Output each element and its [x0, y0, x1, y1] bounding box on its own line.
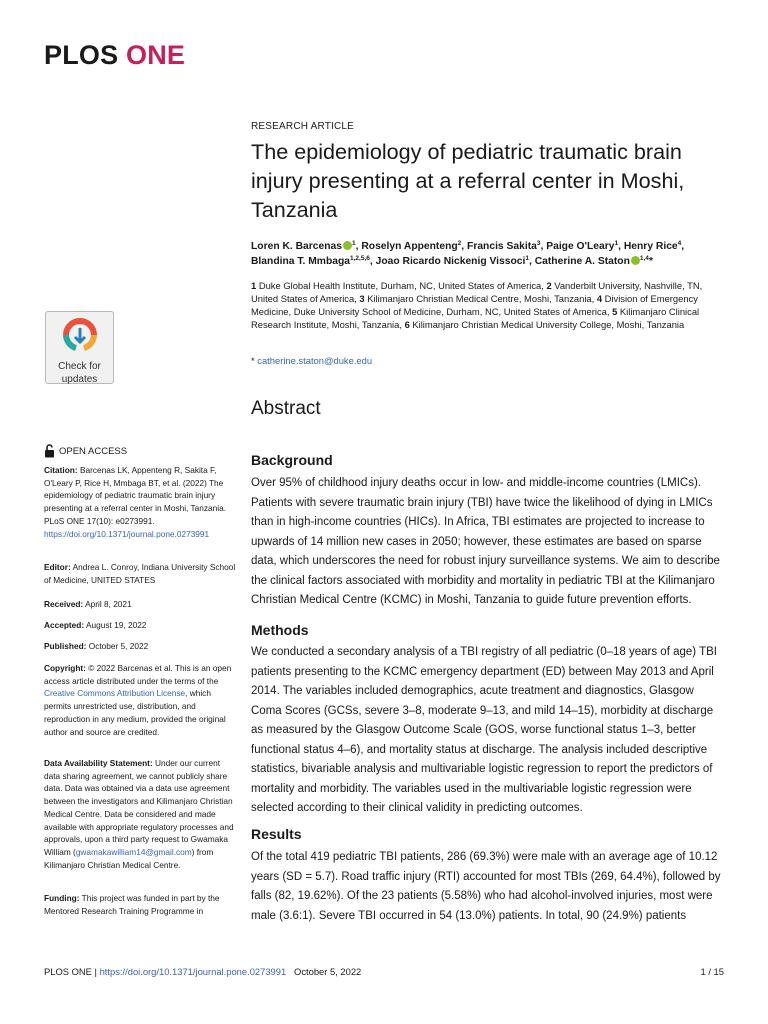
corresponding-mark: *	[251, 355, 255, 366]
data-email-link[interactable]: gwamakawilliam14@gmail.com	[75, 846, 192, 857]
author-name[interactable]: Henry Rice	[623, 241, 678, 252]
copyright-block	[44, 662, 238, 738]
funding-block	[44, 892, 238, 917]
author-affiliation-sup: 1,4	[639, 255, 649, 262]
page-footer	[44, 966, 724, 977]
journal-logo[interactable]	[44, 40, 185, 71]
editor-text: Andrea L. Conroy, Indiana University School of Medicine, UNITED STATES	[44, 562, 236, 585]
footer-journal: PLOS ONE |	[44, 966, 97, 977]
abstract-heading: Abstract	[251, 398, 321, 419]
data-availability-text-2: ) from Kilimanjaro Christian Medical Centre.	[44, 846, 214, 870]
orcid-icon[interactable]	[343, 241, 352, 250]
author-name[interactable]: Joao Ricardo Nickenig Vissoci	[375, 256, 526, 267]
data-availability-block	[44, 757, 238, 871]
affiliation-text: Kilimanjaro Christian Medical Centre, Moshi, Tanzania,	[364, 293, 597, 304]
crossmark-icon	[63, 318, 97, 354]
funding-label: Funding:	[44, 893, 80, 903]
affiliation-text: Kilimanjaro Clinical Research Institute, Moshi, Tanzania,	[251, 306, 700, 330]
author-affiliation-sup: 2	[457, 240, 462, 247]
badge-line-1: Check for	[58, 361, 101, 372]
affiliation-number: 5	[612, 306, 618, 317]
received-block	[44, 598, 238, 611]
received-date: April 8, 2021	[85, 599, 132, 609]
logo-plos: PLOS	[44, 40, 119, 70]
orcid-icon[interactable]	[631, 256, 640, 265]
background-heading: Background	[251, 452, 333, 468]
affiliation-number: 4	[596, 293, 603, 304]
affiliations	[251, 279, 725, 331]
accepted-block	[44, 619, 238, 632]
footer-date: October 5, 2022	[294, 966, 362, 977]
page-number: 1 / 15	[700, 966, 724, 977]
affiliation-text: Division of Emergency Medicine, Duke University School of Medicine, Durham, NC, United States of America,	[251, 293, 698, 317]
background-text: Over 95% of childhood injury deaths occur in low- and middle-income countries (LMICs). Patients with severe traumatic brain injury (TBI) have twice the likelihood of dying in LMICs than in high-income countries (HICs). In Africa, TBI estimates are projected to increase to upwards of 14 million new cases in 2050; however, these estimates are based on sparse data, which underscores the need for robust injury surveillance systems. We aim to describe the clinical factors associated with morbidity and mortality in pediatric TBI at the Kilimanjaro Christian Medical Centre (KCMC) in Moshi, Tanzania to guide future prevention efforts.	[251, 477, 720, 606]
citation-block	[44, 464, 238, 540]
affiliation-number: 3	[359, 293, 365, 304]
check-for-updates-badge[interactable]	[45, 311, 114, 384]
author-affiliation-sup: 1	[525, 255, 529, 262]
received-label: Received:	[44, 599, 84, 609]
published-label: Published:	[44, 641, 87, 651]
corresponding-author	[251, 355, 725, 366]
accepted-label: Accepted:	[44, 620, 85, 630]
badge-line-2: updates	[61, 374, 98, 385]
editor-block	[44, 561, 238, 586]
author-name[interactable]: Loren K. Barcenas	[251, 241, 342, 252]
results-heading: Results	[251, 826, 302, 842]
citation-text: Barcenas LK, Appenteng R, Sakita F, O'Leary P, Rice H, Mmbaga BT, et al. (2022) The epidemiology of pediatric traumatic brain injury presenting at a referral center in Moshi, Tanzania. PLoS ONE 17(10): e0273991.	[44, 465, 227, 526]
author-affiliation-sup: 1	[614, 240, 619, 247]
citation-doi-link[interactable]: https://doi.org/10.1371/journal.pone.0273991	[44, 528, 210, 539]
author-affiliation-sup: 4	[677, 240, 682, 247]
results-text: Of the total 419 pediatric TBI patients, 286 (69.3%) were male with an average age of 10.12 years (SD = 5.7). Road traffic injury (RTI) accounted for most TBIs (269, 64.4%), followed by falls (82, 19.62%). Of the 23 patients (5.58%) who had alcohol-involved injuries, most were male (3.6:1). Severe TBI occurred in 54 (13.0%) patients. In total, 90 (24.9%) patients	[251, 851, 721, 922]
corresponding-marker: *	[648, 256, 653, 267]
open-access-label	[44, 444, 127, 458]
published-block	[44, 640, 238, 653]
copyright-text: © 2022 Barcenas et al. This is an open access article distributed under the terms of the	[44, 663, 232, 686]
author-name[interactable]: Catherine A. Staton	[534, 256, 630, 267]
author-name[interactable]: Paige O'Leary	[546, 241, 615, 252]
corresponding-email-link[interactable]: catherine.staton@duke.edu	[257, 355, 373, 366]
author-name[interactable]: Francis Sakita	[467, 241, 537, 252]
data-availability-label: Data Availability Statement:	[44, 758, 153, 768]
author-affiliation-sup: 1	[352, 240, 356, 247]
author-affiliation-sup: 3	[536, 240, 541, 247]
affiliation-text: Vanderbilt University, Nashville, TN, United States of America,	[251, 280, 703, 304]
author-name[interactable]: Blandina T. Mmbaga	[251, 256, 350, 267]
published-date: October 5, 2022	[88, 641, 149, 651]
editor-label: Editor:	[44, 562, 71, 572]
citation-label: Citation:	[44, 465, 78, 475]
logo-one: ONE	[126, 40, 186, 70]
article-title: The epidemiology of pediatric traumatic brain injury presenting at a referral center in Moshi, Tanzania	[251, 139, 685, 222]
affiliation-number: 2	[546, 280, 552, 291]
author-name[interactable]: Roselyn Appenteng	[361, 241, 458, 252]
author-list: Loren K. Barcenas $^1$, Roselyn Appenteng$^2$, Francis Sakita$^3$, Paige O'Leary$^1$, Henry Rice$^4$, Blandina T. Mmbaga$^{1,2,5,6}$, Joao Ricardo Nickenig Vissoci$^1$, Catherine A. Staton $^{1,4}$*	[251, 240, 685, 267]
methods-text: We conducted a secondary analysis of a TBI registry of all pediatric (0–18 years of age) TBI patients presenting to the KCMC emergency department (ED) between May 2013 and April 2014. The variables included demographics, acute treatment and diagnostics, Glasgow Coma Scores (GCSs, severe 3–8, moderate 9–13, and mild 14–15), morbidity at discharge as measured by the Glasgow Outcome Scale (GOS, worse functional status 1–3, better functional status 4–6), and mortality status at discharge. The analysis included descriptive statistics, bivariable analysis and multivariable logistic regression to report the predictors of mortality and morbidity. The variables used in the multivariable logistic regression were selected according to their clinical validity in predicting outcomes.	[251, 646, 717, 814]
footer-doi-link[interactable]: https://doi.org/10.1371/journal.pone.0273991	[99, 966, 287, 977]
author-affiliation-sup: 1,2,5,6	[349, 255, 370, 262]
data-availability-text: Under our current data sharing agreement, we cannot publicly share data. Data was obtained via a data use agreement between the investigators and Kilimanjaro Christian Medical Centre. Data be considered and made available with appropriate regulatory processes and approvals, upon a third party request to Gwamaka William (	[44, 758, 234, 857]
copyright-label: Copyright:	[44, 663, 86, 673]
copyright-text-2: , which permits unrestricted use, distribution, and reproduction in any medium, provided the original author and source are credited.	[44, 688, 226, 737]
affiliation-text: Kilimanjaro Christian Medical University College, Moshi, Tanzania	[409, 319, 685, 330]
open-lock-icon	[44, 444, 55, 458]
accepted-date: August 19, 2022	[85, 620, 147, 630]
article-type: RESEARCH ARTICLE	[251, 121, 355, 132]
affiliation-number: 1	[251, 280, 257, 291]
affiliation-number: 6	[404, 319, 410, 330]
open-access-text: OPEN ACCESS	[59, 445, 128, 457]
affiliation-text: Duke Global Health Institute, Durham, NC, United States of America,	[256, 280, 547, 291]
license-link[interactable]: Creative Commons Attribution License	[44, 688, 186, 699]
funding-text: This project was funded in part by the Mentored Research Training Programme in	[44, 893, 220, 916]
methods-heading: Methods	[251, 622, 309, 638]
